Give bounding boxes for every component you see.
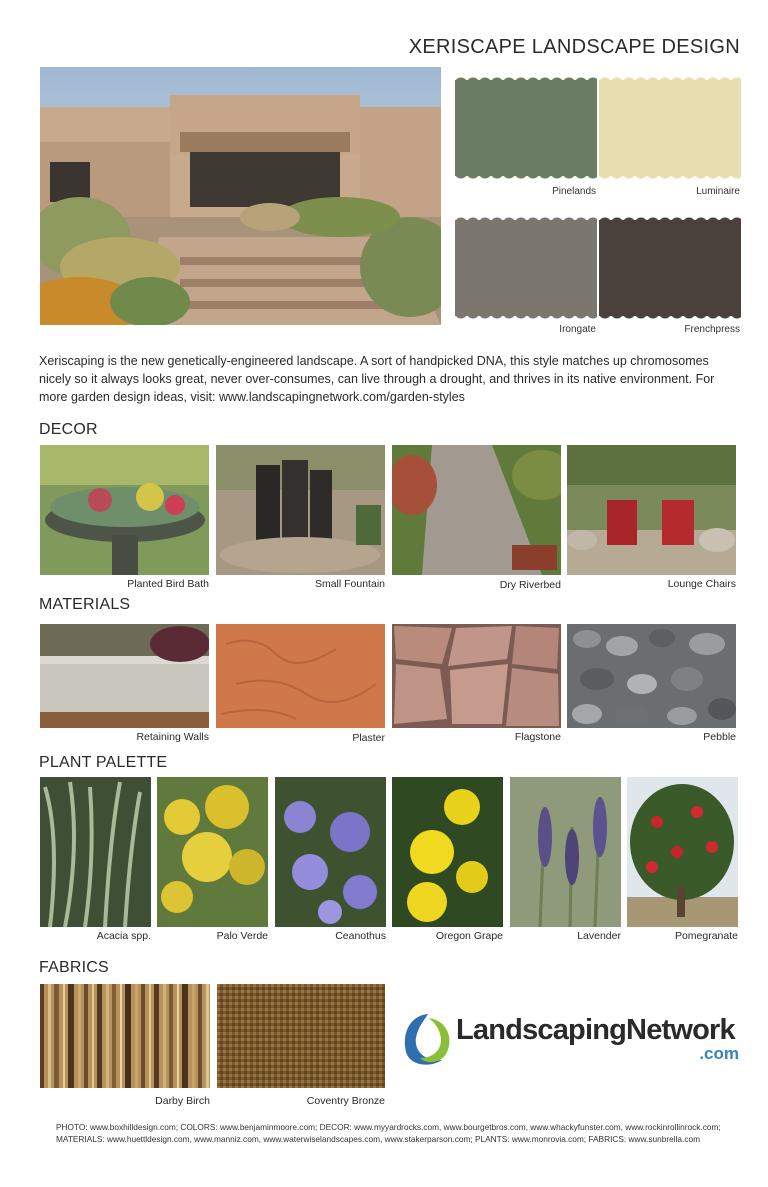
- plant-caption-palo-verde: Palo Verde: [216, 930, 268, 942]
- section-title-fabrics: FABRICS: [39, 959, 109, 976]
- leaf-icon: [400, 1010, 456, 1070]
- plant-photo-palo-verde: [157, 777, 268, 927]
- material-caption-plaster: Plaster: [352, 732, 385, 744]
- decor-photo-fountain: [216, 445, 385, 575]
- material-caption-retaining-walls: Retaining Walls: [136, 731, 209, 743]
- material-photo-flagstone: [392, 624, 561, 728]
- plant-caption-oregon-grape: Oregon Grape: [435, 930, 503, 942]
- fabric-caption-coventry-bronze: Coventry Bronze: [306, 1095, 385, 1107]
- decor-photo-riverbed: [392, 445, 561, 575]
- material-photo-pebble: [567, 624, 736, 728]
- decor-caption-chairs: Lounge Chairs: [667, 578, 736, 590]
- plant-caption-ceanothus: Ceanothus: [335, 930, 386, 942]
- credits-footer: PHOTO: www.boxhilldesign.com; COLORS: www.benjaminmoore.com; DECOR: www.myyardrocks.com, www.bourgetbros.com, www.whackyfunster.com, www.rockinrollinrock.com; MATERIALS: www.huettldesign.com, www.manniz.com, www.waterwiselandscapes.com, www.stakerparson.com; PLANTS: www.monrovia.com; FABRICS: www.sunbrella.com: [56, 1122, 721, 1144]
- plant-caption-acacia: Acacia spp.: [96, 930, 151, 942]
- material-photo-retaining-walls: [40, 624, 209, 728]
- decor-caption-fountain: Small Fountain: [314, 578, 385, 590]
- plant-photo-ceanothus: [275, 777, 386, 927]
- color-swatch-pinelands: [455, 72, 597, 176]
- decor-photo-bird-bath: [40, 445, 209, 575]
- fabric-caption-darby-birch: Darby Birch: [155, 1095, 210, 1107]
- fabric-swatch-darby-birch: [40, 984, 210, 1088]
- color-swatch-luminaire: [599, 72, 741, 176]
- page-title: XERISCAPE LANDSCAPE DESIGN: [408, 36, 740, 58]
- plant-photo-pomegranate: [627, 777, 738, 927]
- material-caption-pebble: Pebble: [703, 731, 736, 743]
- plant-photo-lavender: [510, 777, 621, 927]
- fabric-swatch-coventry-bronze: [217, 984, 385, 1088]
- plant-photo-acacia: [40, 777, 151, 927]
- swatch-label-luminaire: Luminaire: [696, 186, 740, 197]
- material-photo-plaster: [216, 624, 385, 728]
- swatch-label-pinelands: Pinelands: [552, 186, 596, 197]
- decor-caption-bird-bath: Planted Bird Bath: [127, 578, 209, 590]
- landscapingnetwork-logo[interactable]: [400, 1010, 745, 1070]
- plant-photo-oregon-grape: [392, 777, 503, 927]
- section-title-decor: DECOR: [39, 421, 98, 438]
- section-title-plant-palette: PLANT PALETTE: [39, 754, 168, 771]
- decor-photo-chairs: [567, 445, 736, 575]
- color-swatch-irongate: [455, 212, 597, 316]
- color-swatch-frenchpress: [599, 212, 741, 316]
- hero-photo: [40, 67, 441, 325]
- intro-paragraph: Xeriscaping is the new genetically-engineered landscape. A sort of handpicked DNA, this style matches up chromosomes nicely so it always looks great, never over-consumes, can live through a drought, and thrives in its native environment. For more garden design ideas, visit: www.landscapingnetwork.com/garden-styles: [39, 354, 715, 404]
- decor-caption-riverbed: Dry Riverbed: [499, 579, 561, 591]
- swatch-label-frenchpress: Frenchpress: [684, 324, 740, 335]
- logo-wordmark: LandscapingNetwork: [456, 1014, 735, 1046]
- material-caption-flagstone: Flagstone: [514, 731, 561, 743]
- plant-caption-pomegranate: Pomegranate: [674, 930, 738, 942]
- logo-domain-suffix: .com: [699, 1044, 739, 1063]
- section-title-materials: MATERIALS: [39, 596, 131, 613]
- plant-caption-lavender: Lavender: [577, 930, 621, 942]
- swatch-label-irongate: Irongate: [559, 324, 596, 335]
